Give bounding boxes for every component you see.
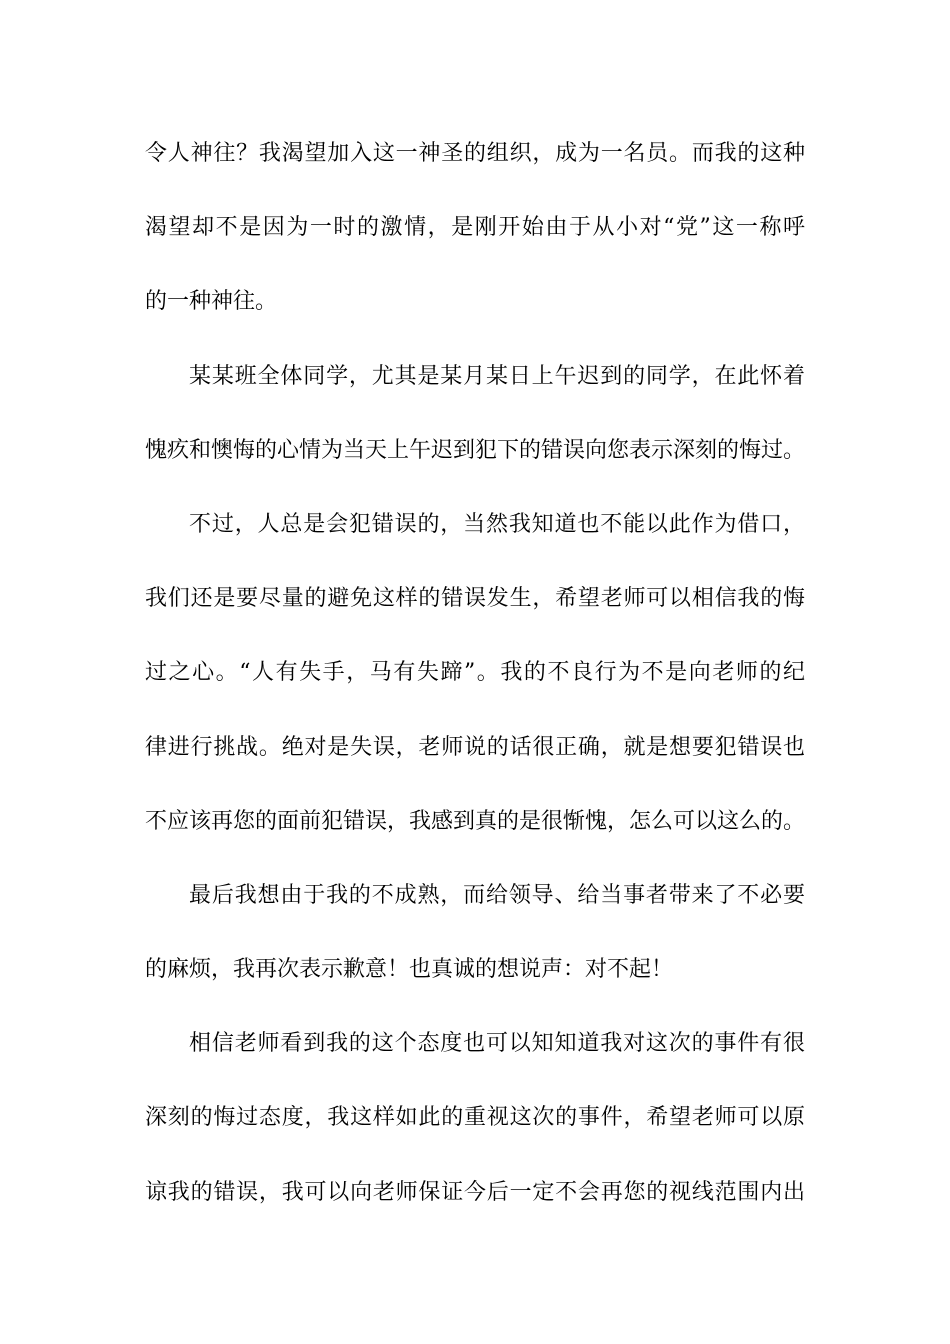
text-line: 的一种神往。 [145, 289, 278, 315]
text-line: 不过，人总是会犯错误的，当然我知道也不能以此作为借口， [189, 511, 805, 537]
text-line: 不应该再您的面前犯错误，我感到真的是很惭愧，怎么可以这么的。 [145, 808, 806, 834]
text-line: 律进行挑战。绝对是失误，老师说的话很正确，就是想要犯错误也 [145, 734, 805, 760]
text-line: 某某班全体同学，尤其是某月某日上午迟到的同学，在此怀着 [189, 363, 805, 389]
text-line: 愧疚和懊悔的心情为当天上午迟到犯下的错误向您表示深刻的悔过。 [145, 437, 806, 463]
text-line: 我们还是要尽量的避免这样的错误发生，希望老师可以相信我的悔 [145, 586, 805, 612]
text-line: 渴望却不是因为一时的激情，是刚开始由于从小对“党”这一称呼 [145, 215, 805, 241]
text-line: 的麻烦，我再次表示歉意！也真诚的想说声：对不起！ [145, 957, 674, 983]
text-line: 谅我的错误，我可以向老师保证今后一定不会再您的视线范围内出 [145, 1179, 805, 1205]
text-line: 令人神往？我渴望加入这一神圣的组织，成为一名员。而我的这种 [145, 141, 805, 166]
text-line: 相信老师看到我的这个态度也可以知知道我对这次的事件有很 [189, 1031, 805, 1057]
text-line: 深刻的悔过态度，我这样如此的重视这次的事件，希望老师可以原 [145, 1105, 805, 1131]
document-body [145, 131, 805, 1244]
text-line: 最后我想由于我的不成熟，而给领导、给当事者带来了不必要 [189, 882, 805, 908]
text-line: 过之心。“人有失手，马有失蹄”。我的不良行为不是向老师的纪 [145, 660, 805, 686]
